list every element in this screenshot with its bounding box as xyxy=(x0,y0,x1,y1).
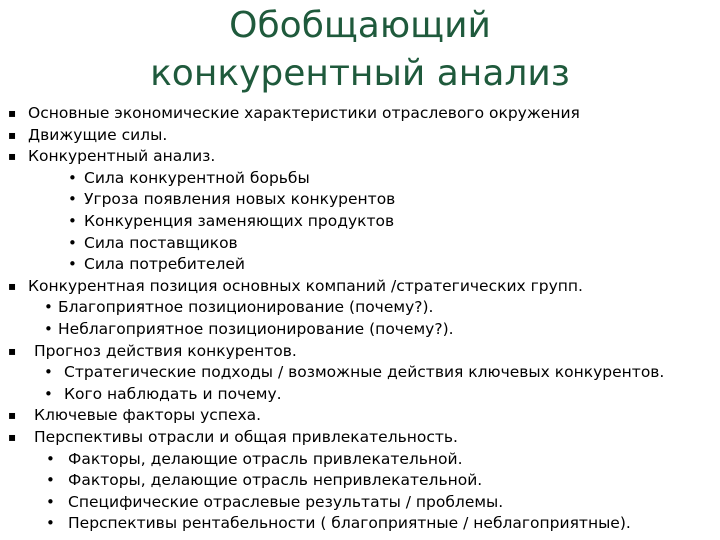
square-bullet-icon: ▪ xyxy=(8,149,17,164)
sub-list-item-text: Специфические отраслевые результаты / проблемы. xyxy=(68,492,504,511)
list-item-text: Ключевые факторы успеха. xyxy=(34,406,262,425)
sub-list-item-text: Стратегические подходы / возможные действия ключевых конкурентов. xyxy=(64,363,665,382)
square-bullet-icon: ▪ xyxy=(8,278,17,293)
list-item-text: Конкурентная позиция основных компаний /стратегических групп. xyxy=(28,276,583,295)
square-bullet-icon: ▪ xyxy=(8,429,17,444)
sub-list-item-text: Факторы, делающие отрасль непривлекательной. xyxy=(68,471,483,490)
list-item-text: Прогноз действия конкурентов. xyxy=(34,341,297,360)
square-bullet-icon: ▪ xyxy=(8,127,17,142)
sub-list-item xyxy=(8,233,713,255)
round-bullet-icon: • xyxy=(68,211,77,230)
sub-list-item xyxy=(8,362,713,384)
list-item xyxy=(8,341,713,363)
sub-list-item xyxy=(8,470,713,492)
slide-title xyxy=(0,2,720,98)
round-bullet-icon: • xyxy=(44,319,53,338)
list-item-text: Основные экономические характеристики отраслевого окружения xyxy=(28,104,580,122)
sub-list-item xyxy=(8,211,713,233)
list-item xyxy=(8,276,713,298)
list-item xyxy=(8,427,713,449)
sub-list-item xyxy=(8,449,713,471)
sub-list-item xyxy=(8,492,713,514)
round-bullet-icon: • xyxy=(44,298,53,317)
sub-list-item xyxy=(8,319,713,341)
sub-list-item-text: Факторы, делающие отрасль привлекательной. xyxy=(68,449,463,468)
list-item xyxy=(8,405,713,427)
sub-list-item xyxy=(8,297,713,319)
round-bullet-icon: • xyxy=(68,190,77,209)
bullet-list xyxy=(8,103,713,535)
round-bullet-icon: • xyxy=(46,449,55,468)
sub-list-item-text: Кого наблюдать и почему. xyxy=(64,384,282,403)
square-bullet-icon: ▪ xyxy=(8,408,17,423)
round-bullet-icon: • xyxy=(44,384,53,403)
square-bullet-icon: ▪ xyxy=(8,343,17,358)
list-item-text: Конкурентный анализ. xyxy=(28,147,216,166)
round-bullet-icon: • xyxy=(44,363,53,382)
sub-list-item xyxy=(8,384,713,406)
round-bullet-icon: • xyxy=(46,514,55,533)
sub-list-item-text: Конкуренция заменяющих продуктов xyxy=(84,211,395,230)
round-bullet-icon: • xyxy=(46,492,55,511)
sub-list-item xyxy=(8,513,713,535)
round-bullet-icon: • xyxy=(68,233,77,252)
round-bullet-icon: • xyxy=(68,255,77,274)
title-line-1: Обобщающий xyxy=(229,5,491,46)
sub-list-item xyxy=(8,189,713,211)
sub-list-item xyxy=(8,254,713,276)
list-item xyxy=(8,146,713,168)
sub-list-item-text: Сила конкурентной борьбы xyxy=(84,168,310,187)
sub-list-item-text: Сила потребителей xyxy=(84,255,245,274)
sub-list-item-text: Благоприятное позиционирование (почему?). xyxy=(58,298,434,317)
sub-list-item-text: Перспективы рентабельности ( благоприятные / неблагоприятные). xyxy=(68,514,631,533)
list-item xyxy=(8,125,713,147)
sub-list-item-text: Угроза появления новых конкурентов xyxy=(84,190,396,209)
title-line-2: конкурентный анализ xyxy=(150,53,570,94)
list-item xyxy=(8,103,713,125)
square-bullet-icon: ▪ xyxy=(8,106,17,120)
sub-list-item-text: Сила поставщиков xyxy=(84,233,238,252)
round-bullet-icon: • xyxy=(68,168,77,187)
sub-list-item-text: Неблагоприятное позиционирование (почему?). xyxy=(58,319,454,338)
list-item-text: Перспективы отрасли и общая привлекательность. xyxy=(34,427,458,446)
round-bullet-icon: • xyxy=(46,471,55,490)
list-item-text: Движущие силы. xyxy=(28,125,168,144)
sub-list-item xyxy=(8,168,713,190)
